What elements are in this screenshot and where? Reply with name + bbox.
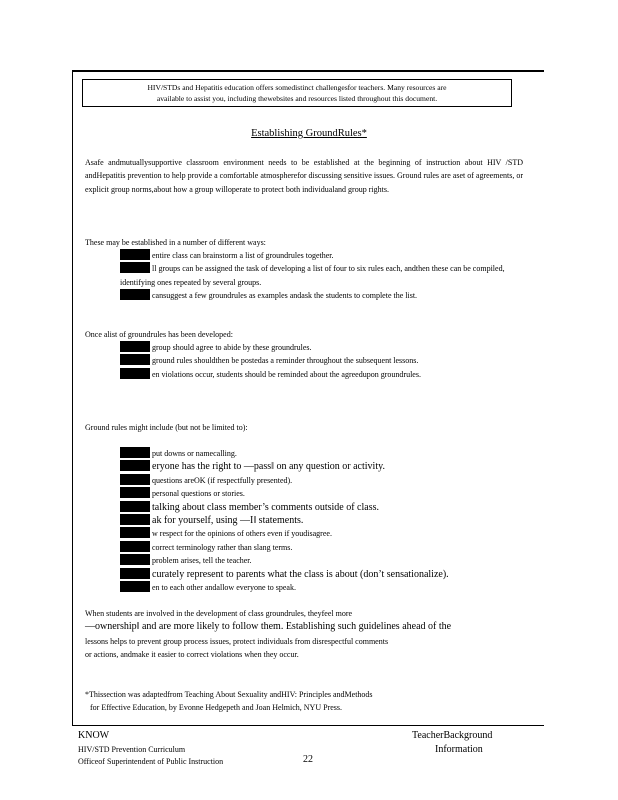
redaction-block [120,262,150,273]
redaction-block [120,514,150,525]
footer-know: KNOW [78,730,110,741]
list-item: ak for yourself, using ―I‖ statements. [120,514,449,527]
list-item: personal questions or stories. [120,487,449,500]
list-item: questions areOK (if respectfully presented). [120,474,449,487]
redaction-block [120,460,150,471]
redaction-block [120,554,150,565]
closing-line-1: When students are involved in the development of class groundrules, theyfeel more [85,609,353,618]
footnote-line-2: for Effective Education, by Evonne Hedgepeth and Joan Helmich, NYU Press. [90,703,343,712]
closing-line-4: or actions, andmake it easier to correct violations when they occur. [85,650,299,659]
redaction-block [120,487,150,498]
list-item: entire class can brainstorm a list of groundrules together. [120,249,520,262]
list-item: correct terminology rather than slang terms. [120,541,449,554]
footer-section-2: Information [435,744,483,755]
redaction-block [120,368,150,379]
closing-line-3: lessons helps to prevent group process issues, protect individuals from disrespectful comments [85,637,389,646]
redaction-block [120,527,150,538]
redaction-block [120,568,150,579]
section-title: Establishing GroundRules* [251,128,367,139]
list-item: en violations occur, students should be reminded about the agreedupon groundrules. [120,368,500,381]
intro-note-box [82,79,512,107]
rules-list [120,447,449,594]
developed-lead: Once alist of groundrules has been developed: [85,330,233,339]
footer-section-1: TeacherBackground [412,730,493,741]
redaction-block [120,354,150,365]
ways-lead: These may be established in a number of different ways: [85,238,266,247]
page-number: 22 [303,754,313,765]
list-item: w respect for the opinions of others even if youdisagree. [120,527,449,540]
list-item: problem arises, tell the teacher. [120,554,449,567]
redaction-block [120,474,150,485]
redaction-block [120,341,150,352]
list-item: put downs or namecalling. [120,447,449,460]
list-item: en to each other andallow everyone to speak. [120,581,449,594]
redaction-block [120,289,150,300]
left-rule [72,70,73,726]
redaction-block [120,501,150,512]
list-item: ground rules shouldthen be postedas a reminder throughout the subsequent lessons. [120,354,520,367]
list-item: cansuggest a few groundrules as examples andask the students to complete the list. [120,289,510,302]
list-item: talking about class member’s comments outside of class. [120,501,449,514]
list-item: curately represent to parents what the class is about (don’t sensationalize). [120,568,449,581]
bottom-rule [72,725,544,726]
list-item: ll groups can be assigned the task of developing a list of four to six rules each, andthen these can be compiled, identifying ones repeated by several groups. [120,264,505,287]
list-item: group should agree to abide by these groundrules. [120,341,520,354]
redaction-block [120,541,150,552]
redaction-block [120,249,150,260]
intro-paragraph: Asafe andmutuallysupportive classroom environment needs to be established at the beginning of instruction about HIV /STD andHepatitis prevention to help provide a comfortable atmospherefor discussing sensitive issues. Ground rules are aset of agreements, or explicit group norms,about how a group willoperate to protect both individualand group rights. [85,158,523,194]
rules-lead: Ground rules might include (but not be limited to): [85,423,248,432]
note-line-2: available to assist you, including thewebsites and resources listed throughout this document. [156,94,438,103]
redaction-block [120,447,150,458]
developed-list [120,341,520,381]
footnote-line-1: *Thissection was adaptedfrom Teaching About Sexuality andHIV: Principles andMethods [85,690,373,699]
top-rule [72,70,544,72]
footer-program: HIV/STD Prevention Curriculum [78,745,186,754]
closing-line-2: ―ownership‖ and are more likely to follow them. Establishing such guidelines ahead of the [85,621,452,632]
footer-office: Officeof Superintendent of Public Instruction [78,757,224,766]
list-item: eryone has the right to ―pass‖ on any question or activity. [120,460,449,473]
ways-list [120,249,520,303]
redaction-block [120,581,150,592]
note-line-1: HIV/STDs and Hepatitis education offers somedistinct challengesfor teachers. Many resources are [147,83,447,92]
